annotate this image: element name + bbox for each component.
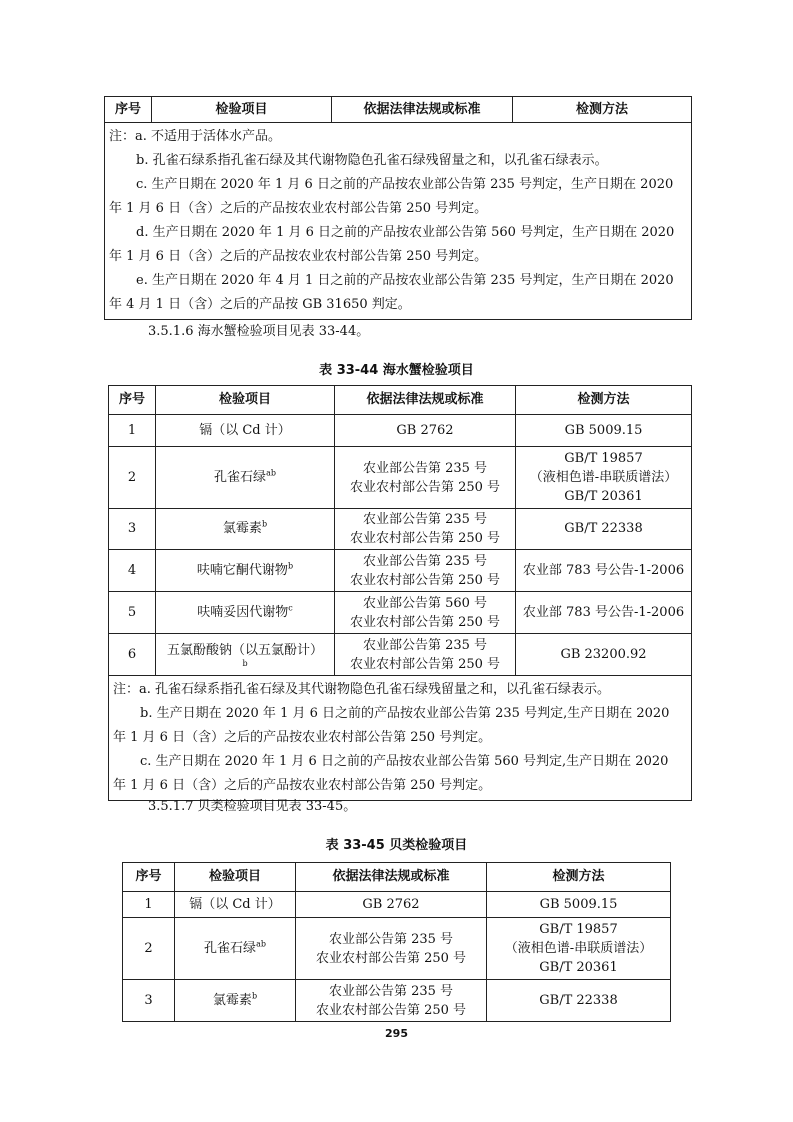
basis-line: 农业部公告第 235 号 [362,512,488,527]
header-method: 检测方法 [513,97,692,123]
basis-line: 农业部公告第 235 号 [362,460,488,476]
item-name: 氯霉素 [222,521,262,536]
cell-method: 农业部 783 号公告-1-2006 [516,592,692,634]
header-basis: 依据法律法规或标准 [335,386,516,415]
table-header-row [105,97,692,123]
table-row [109,447,692,509]
table-caption: 表 33-45 贝类检验项目 [325,838,468,853]
note-line: 年 1 月 6 日（含）之后的产品按农业农村部公告第 250 号判定。 [113,778,492,793]
cell-item: 镉（以 Cd 计） [175,892,296,918]
cell-item [156,550,335,592]
footnote-mark: ab [256,939,266,949]
cell-item [175,918,296,980]
cell-basis: GB 2762 [296,892,487,918]
method-line: GB/T 19857 [539,922,618,937]
item-name: 孔雀石绿 [204,940,257,956]
table-row [109,634,692,676]
footnote-mark: b [287,561,294,571]
header-item: 检验项目 [156,386,335,415]
cell-method: GB/T 22338 [516,509,692,550]
header-no: 序号 [123,863,175,892]
basis-line: 农业部公告第 235 号 [362,553,488,569]
table-row [109,592,692,634]
basis-line: 农业农村部公告第 250 号 [315,1002,467,1018]
footnote-mark: b [242,659,248,668]
page-number: 295 [385,1027,408,1040]
method-line: GB/T 20361 [539,960,618,975]
basis-line: 农业部公告第 235 号 [328,931,454,947]
note-line: d. 生产日期在 2020 年 1 月 6 日之前的产品按农业部公告第 560 号判定，生产日期在 2020 [136,225,675,240]
cell-method [487,918,671,980]
header-method: 检测方法 [516,386,692,415]
note-line: 注：a. 不适用于活体水产品。 [109,129,282,144]
note-line: b. 生产日期在 2020 年 1 月 6 日之前的产品按农业部公告第 235 号判定,生产日期在 2020 [140,706,670,721]
footnote-mark: ab [266,468,276,478]
section-paragraph: 3.5.1.7 贝类检验项目见表 33-45。 [148,799,357,814]
footnote-mark: c [288,603,293,613]
note-line: 年 1 月 6 日（含）之后的产品按农业农村部公告第 250 号判定。 [109,249,488,264]
cell-basis [296,980,487,1022]
cell-item [156,634,335,676]
cell-no: 2 [123,918,175,980]
item-name: 氯霉素 [212,992,252,1008]
cell-no: 1 [123,892,175,918]
method-line: （液相色谱-串联质谱法） [529,470,678,485]
cell-basis [335,447,516,509]
table-row [123,980,671,1022]
table-row [123,918,671,980]
cell-item [175,980,296,1022]
cell-item [156,509,335,550]
table-notes-row [105,123,692,320]
note-line: 年 4 月 1 日（含）之后的产品按 GB 31650 判定。 [109,297,411,312]
header-basis: 依据法律法规或标准 [332,97,513,123]
cell-basis [335,592,516,634]
cell-basis [296,918,487,980]
cell-no: 2 [109,447,156,509]
note-line: c. 生产日期在 2020 年 1 月 6 日之前的产品按农业部公告第 560 号判定,生产日期在 2020 [140,754,669,769]
item-name: 呋喃妥因代谢物 [197,604,289,620]
table-header-row [109,386,692,415]
note-line: 年 1 月 6 日（含）之后的产品按农业农村部公告第 250 号判定。 [113,730,492,745]
header-no: 序号 [105,97,152,123]
cell-method: GB 5009.15 [516,415,692,447]
method-line: GB/T 20361 [564,489,643,504]
basis-line: 农业农村部公告第 250 号 [349,531,501,546]
basis-line: 农业部公告第 235 号 [328,983,454,999]
cell-basis [335,509,516,550]
cell-basis [335,550,516,592]
table-row [109,550,692,592]
cell-no: 3 [109,509,156,550]
cell-method: GB 5009.15 [487,892,671,918]
cell-method [516,447,692,509]
basis-line: 农业农村部公告第 250 号 [349,479,501,495]
cell-item: 镉（以 Cd 计） [156,415,335,447]
footnote-mark: b [261,519,268,529]
note-line: 年 1 月 6 日（含）之后的产品按农业农村部公告第 250 号判定。 [109,201,488,216]
table-notes [105,123,692,320]
cell-item [156,592,335,634]
method-line: GB/T 19857 [564,451,643,466]
basis-line: 农业部公告第 560 号 [362,595,488,611]
table-33-44 [108,385,692,801]
table-top [104,96,692,320]
item-name: 呋喃它酮代谢物 [196,562,288,578]
cell-no: 5 [109,592,156,634]
basis-line: 农业农村部公告第 250 号 [349,656,501,672]
basis-line: 农业农村部公告第 250 号 [315,950,467,966]
header-item: 检验项目 [175,863,296,892]
table-row [109,509,692,550]
table-header-row [123,863,671,892]
cell-basis [335,634,516,676]
table-caption: 表 33-44 海水蟹检验项目 [319,363,474,378]
table-row [109,415,692,447]
cell-no: 1 [109,415,156,447]
basis-line: 农业农村部公告第 250 号 [349,614,501,630]
table-notes [109,676,692,801]
header-basis: 依据法律法规或标准 [296,863,487,892]
table-notes-row [109,676,692,801]
cell-no: 4 [109,550,156,592]
cell-no: 3 [123,980,175,1022]
cell-basis: GB 2762 [335,415,516,447]
header-no: 序号 [109,386,156,415]
note-line: e. 生产日期在 2020 年 4 月 1 日之前的产品按农业部公告第 235 号判定，生产日期在 2020 [136,273,674,288]
header-method: 检测方法 [487,863,671,892]
basis-line: 农业部公告第 235 号 [362,637,488,653]
section-paragraph: 3.5.1.6 海水蟹检验项目见表 33-44。 [148,324,370,339]
cell-method: GB 23200.92 [516,634,692,676]
item-name: 五氯酚酸钠（以五氯酚计） [166,643,323,658]
table-row [123,892,671,918]
method-line: （液相色谱-串联质谱法） [504,941,653,956]
cell-method: 农业部 783 号公告-1-2006 [516,550,692,592]
item-name: 孔雀石绿 [214,469,267,485]
footnote-mark: b [251,991,258,1001]
header-item: 检验项目 [152,97,332,123]
cell-item [156,447,335,509]
cell-method: GB/T 22338 [487,980,671,1022]
note-line: 注：a. 孔雀石绿系指孔雀石绿及其代谢物隐色孔雀石绿残留量之和，以孔雀石绿表示。 [113,682,611,697]
basis-line: 农业农村部公告第 250 号 [349,572,501,588]
note-line: b. 孔雀石绿系指孔雀石绿及其代谢物隐色孔雀石绿残留量之和，以孔雀石绿表示。 [136,153,608,168]
note-line: c. 生产日期在 2020 年 1 月 6 日之前的产品按农业部公告第 235 号判定，生产日期在 2020 [136,177,674,192]
table-33-45 [122,862,671,1022]
cell-no: 6 [109,634,156,676]
